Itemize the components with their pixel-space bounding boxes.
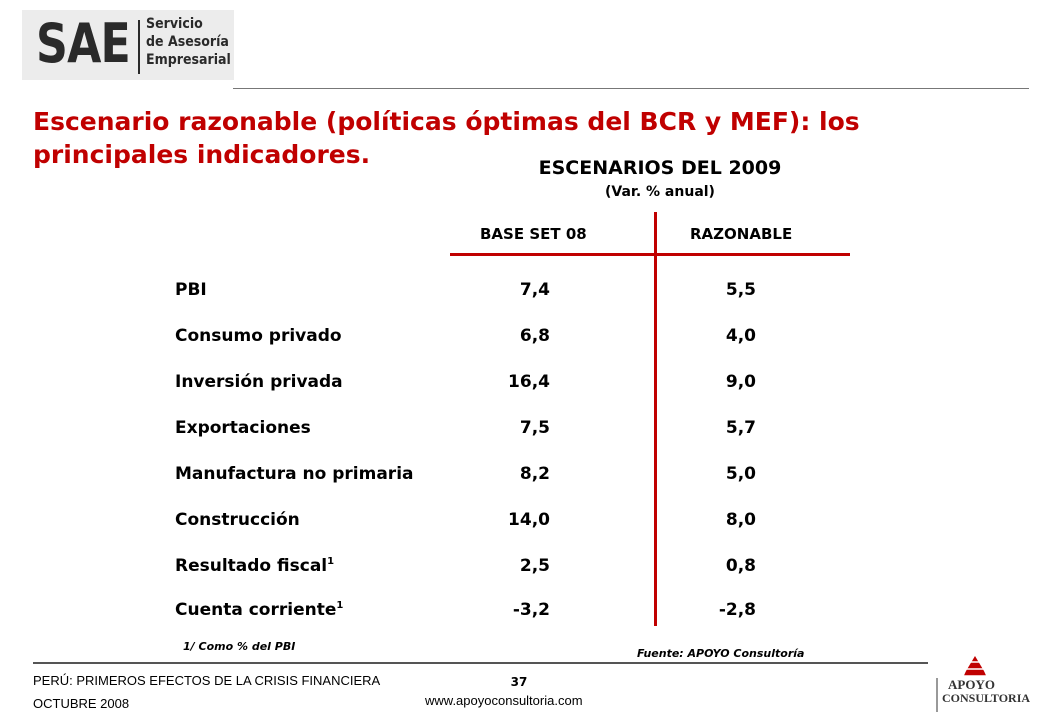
row-value-base: 16,4 — [508, 372, 550, 392]
row-value-razonable: 0,8 — [725, 556, 756, 576]
row-label-consumo-privado: Consumo privado — [175, 326, 342, 346]
footer-rule — [33, 662, 928, 664]
footer-url: www.apoyoconsultoria.com — [425, 693, 583, 708]
row-value-base: 8,2 — [519, 464, 550, 484]
footer-report-title: PERÚ: PRIMEROS EFECTOS DE LA CRISIS FINANCIERA — [33, 673, 381, 688]
row-label-cuenta-corriente: Cuenta corriente$^1$ — [175, 600, 344, 620]
footnote: 1/ Como % del PBI — [183, 640, 296, 653]
column-header-base: BASE SET 08 — [480, 225, 587, 243]
sae-logo — [22, 10, 234, 80]
header-rule — [233, 88, 1029, 89]
row-value-razonable: 9,0 — [725, 372, 756, 392]
row-value-base: -3,2 — [512, 600, 550, 620]
row-value-base: 2,5 — [519, 556, 550, 576]
scenarios-title: ESCENARIOS DEL 2009 — [538, 157, 782, 179]
apoyo-logo-line-2: CONSULTORIA — [942, 691, 1031, 705]
row-value-razonable: -2,8 — [718, 600, 756, 620]
page-number: 37 — [510, 675, 528, 689]
logo-divider — [138, 20, 140, 74]
row-label-exportaciones: Exportaciones — [175, 418, 311, 438]
row-label-pbi: PBI — [175, 280, 207, 300]
row-value-razonable: 5,0 — [725, 464, 756, 484]
row-label-inversion-privada: Inversión privada — [175, 372, 343, 392]
column-header-razonable: RAZONABLE — [690, 225, 793, 243]
row-value-razonable: 8,0 — [725, 510, 756, 530]
row-value-base: 14,0 — [508, 510, 550, 530]
row-label-construccion: Construcción — [175, 510, 300, 530]
logo-line-2: de Asesoría — [146, 34, 229, 50]
source-note: Fuente: APOYO Consultoría — [637, 647, 805, 660]
footer-date: OCTUBRE 2008 — [33, 696, 130, 711]
sae-logo-mark: SAE — [36, 12, 130, 75]
slide-title: Escenario razonable (políticas óptimas del BCR y MEF): los principales indicadores. — [33, 107, 860, 169]
scenarios-subtitle: (Var. % anual) — [605, 184, 715, 200]
row-value-razonable: 5,7 — [725, 418, 756, 438]
row-label-manufactura: Manufactura no primaria — [175, 464, 414, 484]
column-divider — [654, 212, 657, 626]
row-value-razonable: 5,5 — [725, 280, 756, 300]
header-underline — [450, 253, 850, 256]
row-value-razonable: 4,0 — [725, 326, 756, 346]
row-value-base: 7,5 — [519, 418, 550, 438]
row-label-resultado-fiscal: Resultado fiscal$^1$ — [175, 556, 335, 576]
row-value-base: 7,4 — [519, 280, 550, 300]
apoyo-logo-line-1: APOYO — [948, 677, 995, 692]
row-value-base: 6,8 — [519, 326, 550, 346]
logo-line-3: Empresarial — [146, 52, 231, 68]
logo-line-1: Servicio — [146, 16, 203, 32]
